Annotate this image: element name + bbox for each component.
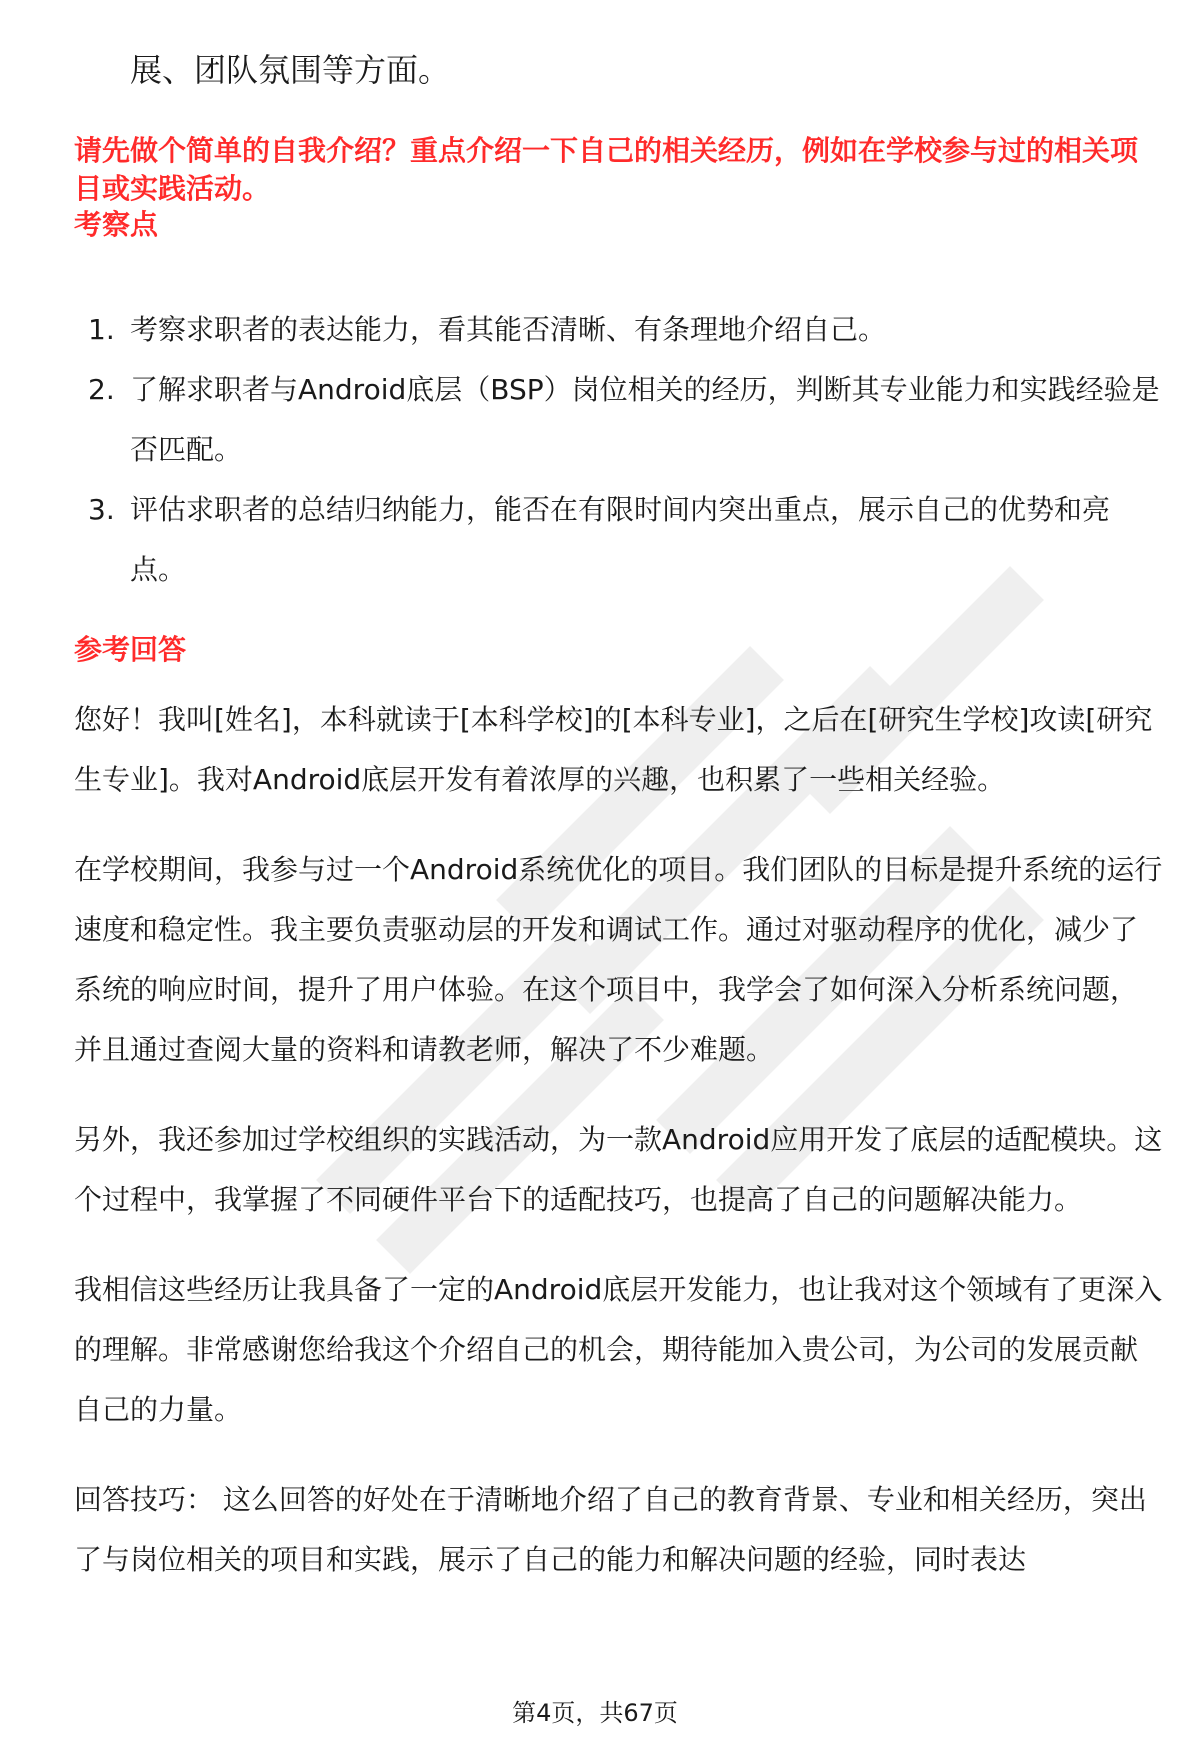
answer-paragraph: 在学校期间，我参与过一个Android系统优化的项目。我们团队的目标是提升系统的运行速度和稳定性。我主要负责驱动层的开发和调试工作。通过对驱动程序的优化，减少了系统的响应时间，提升了用户体验。在这个项目中，我学会了如何深入分析系统问题，并且通过查阅大量的资料和请教老师，解决了不少难题。 [74, 853, 1163, 1066]
list-number: 1. [88, 313, 115, 346]
list-item [74, 300, 1164, 360]
answer-paragraph: 您好！我叫[姓名]，本科就读于[本科学校]的[本科专业]，之后在[研究生学校]攻读[研究生专业]。我对Android底层开发有着浓厚的兴趣，也积累了一些相关经验。 [74, 703, 1153, 796]
reference-answer [74, 690, 1164, 1620]
inspection-points-list [74, 300, 1164, 600]
list-number: 3. [88, 493, 115, 526]
answer-paragraph: 我相信这些经历让我具备了一定的Android底层开发能力，也让我对这个领域有了更深入的理解。非常感谢您给我这个介绍自己的机会，期待能加入贵公司，为公司的发展贡献自己的力量。 [74, 1273, 1163, 1426]
list-text: 考察求职者的表达能力，看其能否清晰、有条理地介绍自己。 [130, 313, 887, 346]
list-text: 评估求职者的总结归纳能力，能否在有限时间内突出重点，展示自己的优势和亮点。 [130, 493, 1111, 586]
list-number: 2. [88, 373, 115, 406]
section-title-answer: 参考回答 [74, 633, 187, 666]
continuation-text: 展、团队氛围等方面。 [130, 51, 451, 89]
list-item [74, 480, 1164, 600]
interview-question: 请先做个简单的自我介绍？重点介绍一下自己的相关经历，例如在学校参与过的相关项目或实践活动。 [74, 134, 1139, 205]
list-item [74, 360, 1164, 480]
list-text: 了解求职者与Android底层（BSP）岗位相关的经历，判断其专业能力和实践经验是否匹配。 [130, 373, 1160, 466]
answer-tips: 回答技巧： 这么回答的好处在于清晰地介绍了自己的教育背景、专业和相关经历，突出了与岗位相关的项目和实践，展示了自己的能力和解决问题的经验，同时表达 [74, 1483, 1147, 1576]
answer-paragraph: 另外，我还参加过学校组织的实践活动，为一款Android应用开发了底层的适配模块。这个过程中，我掌握了不同硬件平台下的适配技巧，也提高了自己的问题解决能力。 [74, 1123, 1163, 1216]
section-title-inspection: 考察点 [74, 208, 159, 241]
page-number: 第4页，共67页 [512, 1699, 678, 1727]
